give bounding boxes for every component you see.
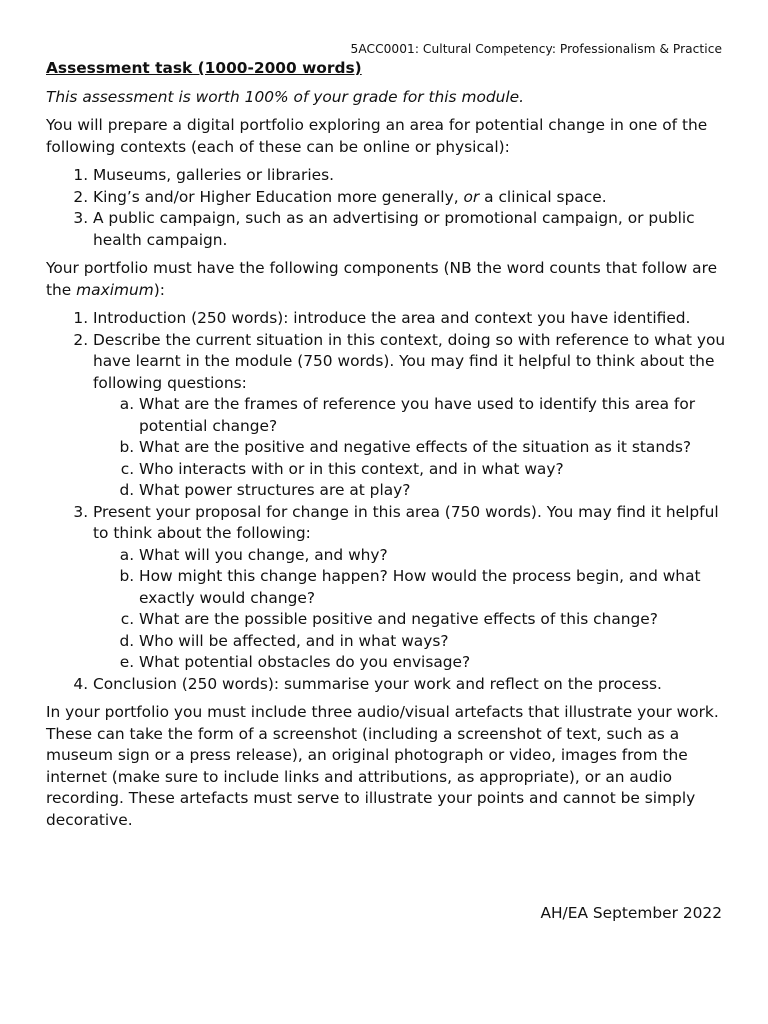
context-item: 2. King’s and/or Higher Education more generally, or a clinical space. xyxy=(93,187,730,209)
components-list xyxy=(46,308,730,695)
question-item: c. Who interacts with or in this context, and in what way? xyxy=(139,459,730,481)
component-item: 1. Introduction (250 words): introduce the area and context you have identified. xyxy=(93,308,730,330)
question-item: e. What potential obstacles do you envisage? xyxy=(139,652,730,674)
question-item: d. Who will be affected, and in what ways? xyxy=(139,631,730,653)
component-item: 4. Conclusion (250 words): summarise your work and reflect on the process. xyxy=(93,674,730,696)
component-item: 2. Describe the current situation in this context, doing so with reference to what you have learnt in the module (750 words). You may find it helpful to think about the following questions: a. What are the frames of reference you have used to identify this area for potential change? b. What are the positive and negative effects of the situation as it stands? c. Who interacts with or in this context, and in what way? d. What power structures are at play? xyxy=(93,330,730,502)
question-item: c. What are the possible positive and negative effects of this change? xyxy=(139,609,730,631)
context-item: 3. A public campaign, such as an advertising or promotional campaign, or public health campaign. xyxy=(93,208,730,251)
component-questions xyxy=(93,394,730,502)
assessment-title: Assessment task (1000-2000 words) xyxy=(46,59,362,77)
intro-paragraph: You will prepare a digital portfolio exploring an area for potential change in one of the following contexts (each of these can be online or physical): xyxy=(46,116,708,156)
assessment-weight-note: This assessment is worth 100% of your grade for this module. xyxy=(46,87,525,106)
context-item: 1. Museums, galleries or libraries. xyxy=(93,165,730,187)
component-item: 3. Present your proposal for change in this area (750 words). You may find it helpful to think about the following: a. What will you change, and why? b. How might this change happen? How would the process begin, and what exactly would change? c. What are the possible positive and negative effects of this change? d. Who will be affected, and in what ways? e. What potential obstacles do you envisage? xyxy=(93,502,730,674)
question-item: d. What power structures are at play? xyxy=(139,480,730,502)
component-questions xyxy=(93,545,730,674)
question-item: a. What will you change, and why? xyxy=(139,545,730,567)
components-intro-paragraph: Your portfolio must have the following components (NB the word counts that follow are the maximum): xyxy=(46,259,718,299)
module-header: 5ACC0001: Cultural Competency: Professionalism & Practice xyxy=(350,42,722,56)
question-item: a. What are the frames of reference you have used to identify this area for potential change? xyxy=(139,394,730,437)
question-item: b. What are the positive and negative effects of the situation as it stands? xyxy=(139,437,730,459)
contexts-list xyxy=(46,165,730,251)
document-body xyxy=(46,58,730,838)
artefacts-paragraph: In your portfolio you must include three audio/visual artefacts that illustrate your work. These can take the form of a screenshot (including a screenshot of text, such as a museum sign or a press release), an original photograph or video, images from the internet (make sure to include links and attributions, as appropriate), or an audio recording. These artefacts must serve to illustrate your points and cannot be simply decorative. xyxy=(46,703,719,829)
question-item: b. How might this change happen? How would the process begin, and what exactly would change? xyxy=(139,566,730,609)
author-date-signature: AH/EA September 2022 xyxy=(540,904,722,922)
